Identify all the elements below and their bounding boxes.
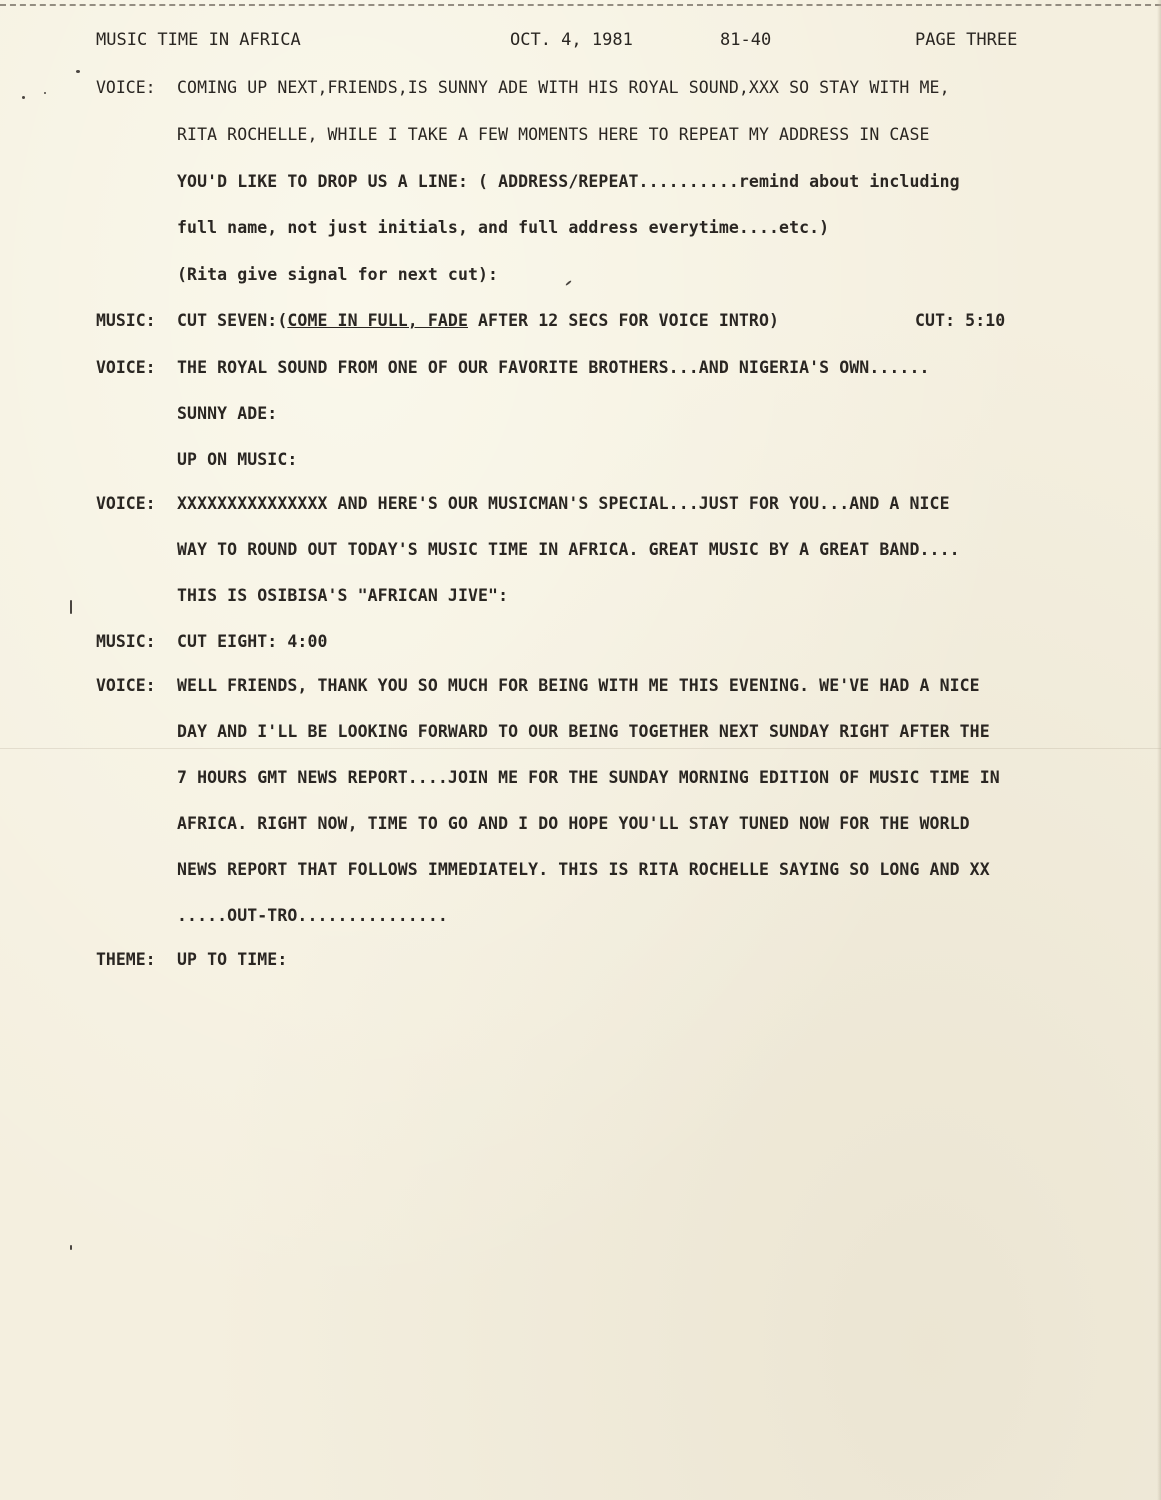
script-line: SUNNY ADE: [177,404,278,423]
script-line: UP TO TIME: [177,950,288,969]
paper-fold [0,748,1161,749]
script-line: CUT EIGHT: 4:00 [177,632,328,651]
cut-title: CUT SEVEN:( [177,311,288,330]
script-line: YOU'D LIKE TO DROP US A LINE: ( ADDRESS/REPEAT..........remind about including [177,172,960,191]
script-line: NEWS REPORT THAT FOLLOWS IMMEDIATELY. THIS IS RITA ROCHELLE SAYING SO LONG AND XX [177,860,990,879]
cue-label: VOICE: [96,494,156,513]
script-line: (Rita give signal for next cut): [177,265,499,284]
script-line: XXXXXXXXXXXXXXX AND HERE'S OUR MUSICMAN'S SPECIAL...JUST FOR YOU...AND A NICE [177,494,950,513]
script-line: full name, not just initials, and full address everytime....etc.) [177,218,830,237]
script-line: THIS IS OSIBISA'S "AFRICAN JIVE": [177,586,509,605]
cue-label: MUSIC: [96,632,156,651]
broadcast-date: OCT. 4, 1981 [510,30,633,50]
script-line: WELL FRIENDS, THANK YOU SO MUCH FOR BEING WITH ME THIS EVENING. WE'VE HAD A NICE [177,676,980,695]
page-edge-shadow [1157,0,1161,1500]
script-line: UP ON MUSIC: [177,450,298,469]
script-line: 7 HOURS GMT NEWS REPORT....JOIN ME FOR THE SUNDAY MORNING EDITION OF MUSIC TIME IN [177,768,1000,787]
pencil-mark [22,96,25,99]
cue-label: THEME: [96,950,156,969]
pencil-mark [70,600,72,614]
pencil-mark [44,92,46,94]
script-line: THE ROYAL SOUND FROM ONE OF OUR FAVORITE BROTHERS...AND NIGERIA'S OWN...... [177,358,930,377]
script-line: WAY TO ROUND OUT TODAY'S MUSIC TIME IN AFRICA. GREAT MUSIC BY A GREAT BAND.... [177,540,960,559]
cue-label: MUSIC: [96,311,156,330]
script-line: RITA ROCHELLE, WHILE I TAKE A FEW MOMENTS HERE TO REPEAT MY ADDRESS IN CASE [177,125,930,144]
perforation-edge [0,4,1161,6]
script-line: AFRICA. RIGHT NOW, TIME TO GO AND I DO HOPE YOU'LL STAY TUNED NOW FOR THE WORLD [177,814,970,833]
underlined-instruction: COME IN FULL, FADE [287,311,468,330]
program-title: MUSIC TIME IN AFRICA [96,30,301,50]
cut-duration: CUT: 5:10 [915,311,1006,330]
cue-label: VOICE: [96,676,156,695]
pencil-mark [70,1245,72,1250]
script-line: COMING UP NEXT,FRIENDS,IS SUNNY ADE WITH HIS ROYAL SOUND,XXX SO STAY WITH ME, [177,78,950,97]
cut-instruction: AFTER 12 SECS FOR VOICE INTRO) [467,311,780,330]
script-line [177,311,779,330]
script-line: DAY AND I'LL BE LOOKING FORWARD TO OUR BEING TOGETHER NEXT SUNDAY RIGHT AFTER THE [177,722,990,741]
pencil-mark [76,70,80,73]
script-line: .....OUT-TRO............... [177,906,448,925]
page-number: PAGE THREE [915,30,1018,50]
program-code: 81-40 [720,30,772,50]
cue-label: VOICE: [96,78,156,97]
cue-label: VOICE: [96,358,156,377]
